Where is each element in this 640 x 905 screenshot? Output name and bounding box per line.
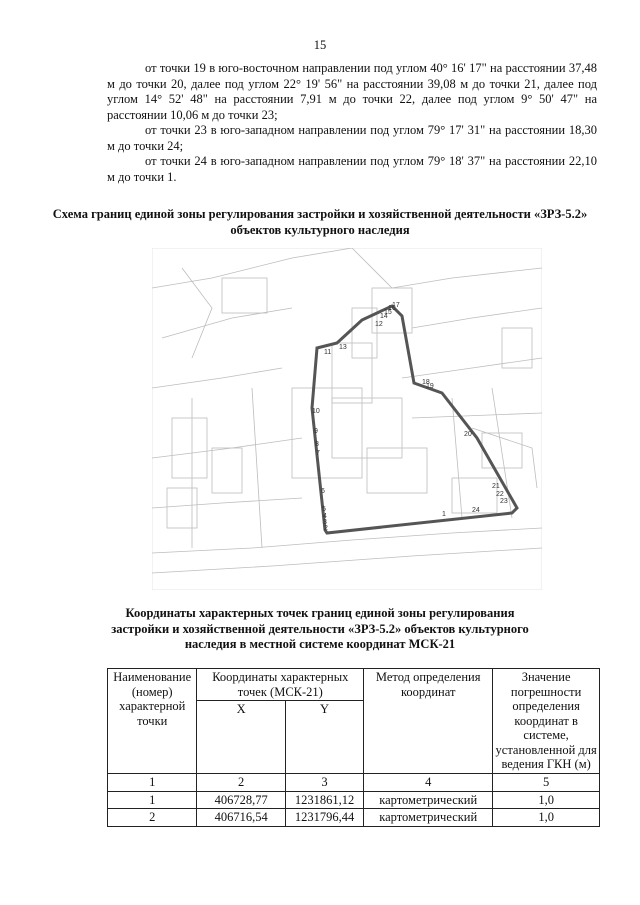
table-title: Координаты характерных точек границ единой зоны регулирования застройки и хозяйственной деятельности «ЗРЗ-5.2» объектов культурного наследия в местной системе координат МСК-21 (111, 606, 529, 651)
point-label: 14 (380, 313, 388, 320)
point-label: 23 (500, 498, 508, 505)
column-number: 5 (493, 774, 600, 792)
point-label: 22 (496, 491, 504, 498)
point-label: 2 (324, 525, 328, 532)
coord-y: 1231861,12 (285, 791, 363, 809)
method: картометрический (364, 809, 493, 827)
point-label: 1 (442, 511, 446, 518)
error-value: 1,0 (493, 791, 600, 809)
header-method: Метод определения координат (364, 669, 493, 774)
method: картометрический (364, 791, 493, 809)
header-error: Значение погрешности определения координат в системе, установленной для ведения ГКН (м) (493, 669, 600, 774)
column-number-row (108, 774, 600, 792)
point-label: 16 (388, 305, 396, 312)
table-row (108, 809, 600, 827)
point-label: 18 (422, 379, 430, 386)
table-row (108, 791, 600, 809)
point-label: 6 (321, 488, 325, 495)
point-label: 13 (339, 344, 347, 351)
table-header-row (108, 669, 600, 701)
zone-map (152, 248, 542, 590)
point-label: 17 (392, 302, 400, 309)
point-label: 21 (492, 483, 500, 490)
point-label: 4 (323, 513, 327, 520)
header-y: Y (285, 701, 363, 774)
point-number: 2 (108, 809, 197, 827)
header-coordinates: Координаты характерных точек (МСК-21) (197, 669, 364, 701)
point-label: 19 (426, 383, 434, 390)
scheme-title: Схема границ единой зоны регулирования застройки и хозяйственной деятельности «ЗРЗ-5.2» объектов культурного наследия (52, 207, 588, 237)
coord-x: 406728,77 (197, 791, 285, 809)
point-label: 11 (324, 349, 332, 356)
column-number: 4 (364, 774, 493, 792)
point-label: 8 (315, 441, 319, 448)
point-number: 1 (108, 791, 197, 809)
point-label: 12 (375, 321, 383, 328)
cadastral-map-drawing (152, 248, 542, 590)
point-label: 9 (314, 428, 318, 435)
page-number: 15 (313, 38, 327, 52)
point-label: 7 (316, 450, 320, 457)
point-label: 24 (472, 507, 480, 514)
column-number: 3 (285, 774, 363, 792)
point-label: 20 (464, 431, 472, 438)
point-label: 15 (384, 309, 392, 316)
error-value: 1,0 (493, 809, 600, 827)
coord-y: 1231796,44 (285, 809, 363, 827)
paragraph-19-23: от точки 19 в юго-восточном направлении под углом 40° 16' 17" на расстоянии 37,48 м до точки 20, далее под углом 22° 19' 56" на расстоянии 39,08 м до точки 21, далее под углом 14° 52' 48" на расстоянии 7,91 м до точки 22, далее под углом 9° 50' 47" на расстоянии 10,06 м до точки 23; (107, 61, 597, 122)
boundary-description (107, 61, 597, 185)
paragraph-24-1: от точки 24 в юго-западном направлении под углом 79° 18' 37" на расстоянии 22,10 м до точки 1. (107, 154, 597, 184)
header-point-name: Наименование (номер) характерной точки (108, 669, 197, 774)
column-number: 2 (197, 774, 285, 792)
point-label: 10 (312, 408, 320, 415)
paragraph-23-24: от точки 23 в юго-западном направлении под углом 79° 17' 31" на расстоянии 18,30 м до точки 24; (107, 123, 597, 153)
coord-x: 406716,54 (197, 809, 285, 827)
column-number: 1 (108, 774, 197, 792)
point-label: 5 (322, 506, 326, 513)
coordinates-table (107, 668, 600, 827)
header-x: X (197, 701, 285, 774)
point-label: 3 (323, 519, 327, 526)
